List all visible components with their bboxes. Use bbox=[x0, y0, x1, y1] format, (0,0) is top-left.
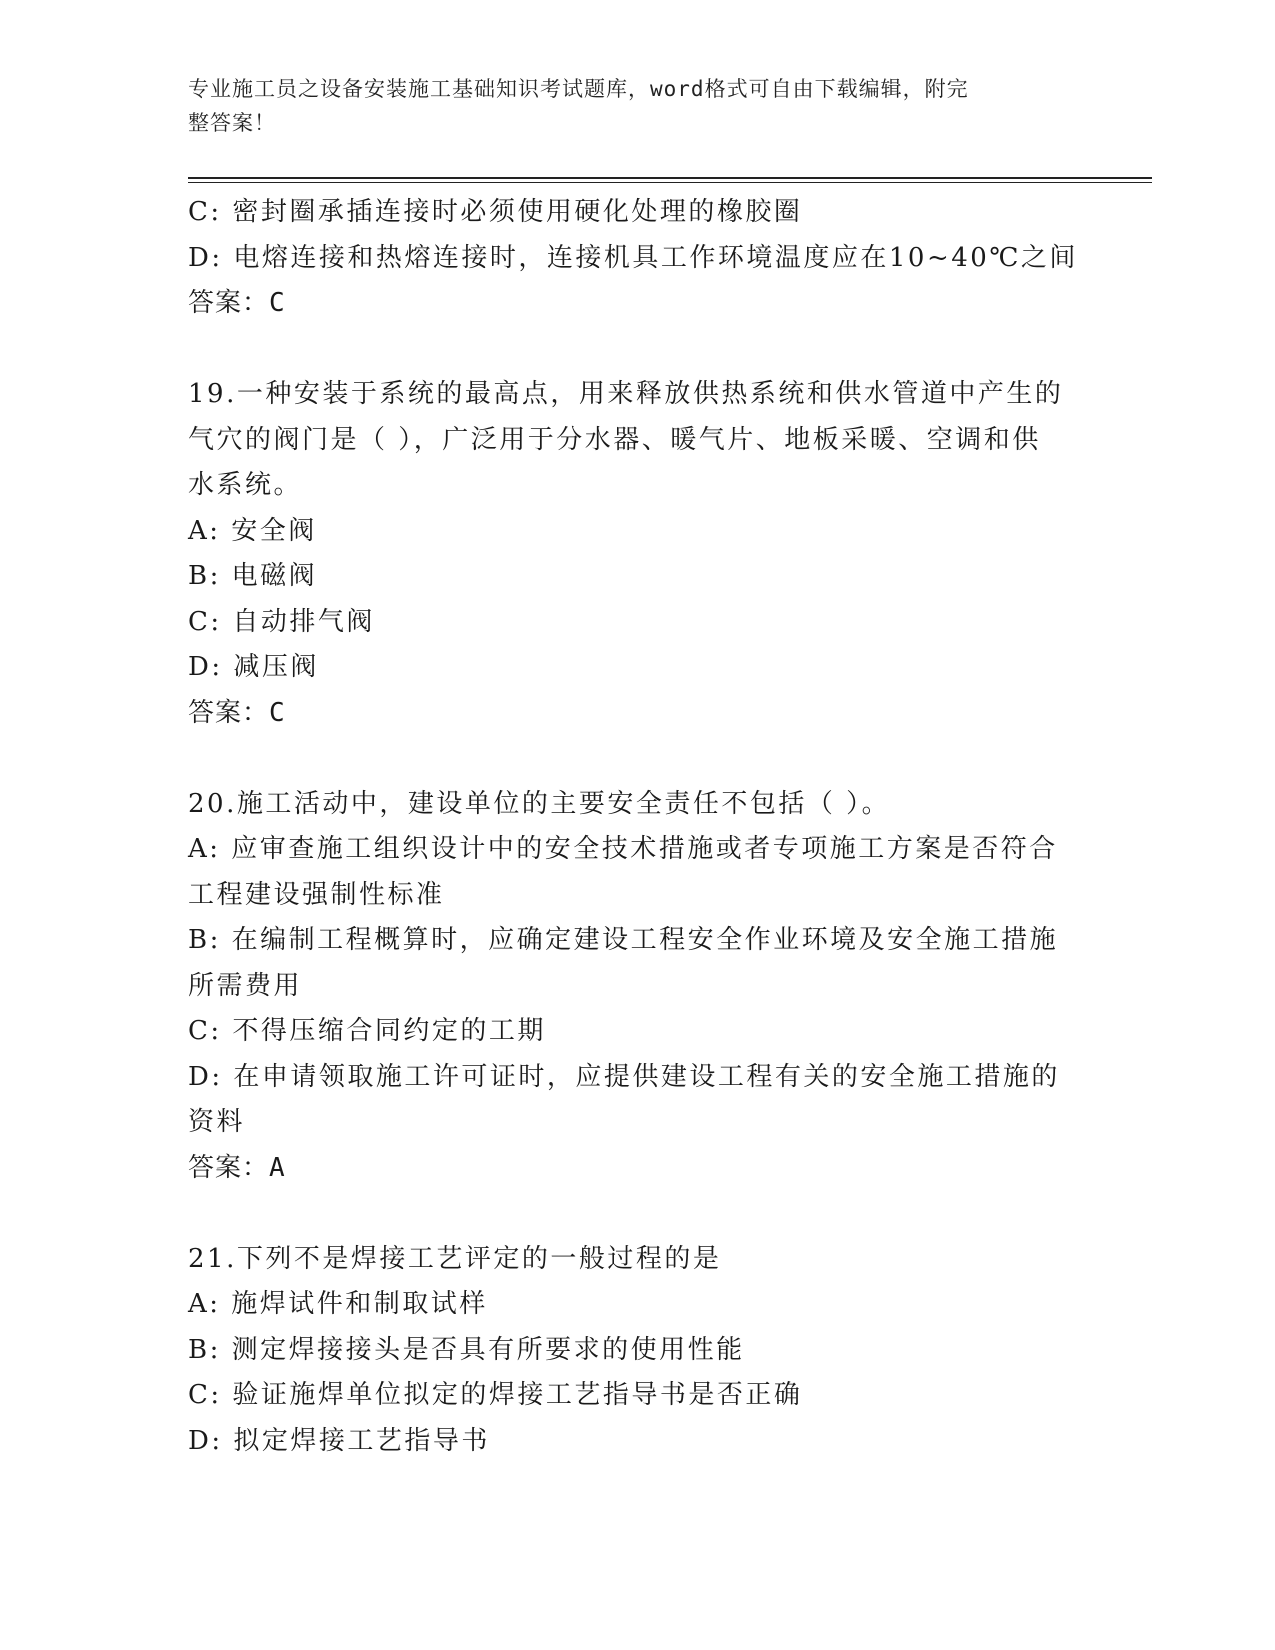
q20-option-d-line-2: 资料 bbox=[188, 1107, 246, 1137]
q21-option-c: C: 验证施焊单位拟定的焊接工艺指导书是否正确 bbox=[188, 1380, 803, 1410]
q20-option-d-line-1: D: 在申请领取施工许可证时，应提供建设工程有关的安全施工措施的 bbox=[188, 1061, 1060, 1092]
q18-option-d: D: 电熔连接和热熔连接时，连接机具工作环境温度应在10~40℃之间 bbox=[188, 242, 1078, 273]
q18-option-c: C: 密封圈承插连接时必须使用硬化处理的橡胶圈 bbox=[188, 197, 803, 227]
spacer bbox=[188, 1191, 1088, 1237]
header-line-2: 整答案！ bbox=[188, 111, 276, 135]
q20-option-b-line-1: B: 在编制工程概算时，应确定建设工程安全作业环境及安全施工措施 bbox=[188, 925, 1059, 955]
answer-value: C bbox=[269, 697, 286, 728]
q20-option-b-line-2: 所需费用 bbox=[188, 970, 303, 1001]
q20-option-a-line-1: A: 应审查施工组织设计中的安全技术措施或者专项施工方案是否符合 bbox=[188, 834, 1058, 864]
q19-stem-line-2: 气穴的阀门是（ ），广泛用于分水器、暖气片、地板采暖、空调和供 bbox=[188, 424, 1041, 455]
question-18 bbox=[188, 190, 1088, 327]
q21-option-d: D: 拟定焊接工艺指导书 bbox=[188, 1425, 490, 1456]
header-divider-thin bbox=[188, 182, 1152, 183]
q21-stem: 21.下列不是焊接工艺评定的一般过程的是 bbox=[188, 1243, 722, 1274]
page-header bbox=[188, 72, 1068, 140]
q21-option-a: A: 施焊试件和制取试样 bbox=[188, 1289, 488, 1319]
q19-option-c: C: 自动排气阀 bbox=[188, 606, 375, 637]
header-line-1: 专业施工员之设备安装施工基础知识考试题库，word格式可自由下载编辑，附完 bbox=[188, 77, 969, 101]
q20-answer bbox=[188, 1146, 1088, 1192]
header-divider-thick bbox=[188, 177, 1152, 179]
question-19 bbox=[188, 372, 1088, 736]
answer-value: A bbox=[269, 1152, 286, 1183]
q20-stem: 20.施工活动中，建设单位的主要安全责任不包括（ ）。 bbox=[188, 788, 891, 819]
q21-option-b: B: 测定焊接接头是否具有所要求的使用性能 bbox=[188, 1334, 745, 1365]
q19-option-a: A: 安全阀 bbox=[188, 515, 317, 546]
spacer bbox=[188, 736, 1088, 782]
question-21 bbox=[188, 1237, 1088, 1465]
q18-answer bbox=[188, 281, 1088, 327]
answer-label: 答案： bbox=[188, 1152, 270, 1183]
document-body bbox=[188, 190, 1088, 1464]
spacer bbox=[188, 327, 1088, 373]
q19-answer bbox=[188, 691, 1088, 737]
answer-label: 答案： bbox=[188, 697, 270, 728]
q20-option-a-line-2: 工程建设强制性标准 bbox=[188, 879, 445, 910]
q19-option-d: D: 减压阀 bbox=[188, 652, 319, 682]
q19-stem-line-1: 19.一种安装于系统的最高点，用来释放供热系统和供水管道中产生的 bbox=[188, 379, 1064, 409]
q19-stem-line-3: 水系统。 bbox=[188, 470, 303, 500]
question-20 bbox=[188, 782, 1088, 1192]
answer-label: 答案： bbox=[188, 288, 270, 318]
answer-value: C bbox=[269, 288, 286, 318]
q19-option-b: B: 电磁阀 bbox=[188, 561, 318, 591]
q20-option-c: C: 不得压缩合同约定的工期 bbox=[188, 1016, 546, 1046]
